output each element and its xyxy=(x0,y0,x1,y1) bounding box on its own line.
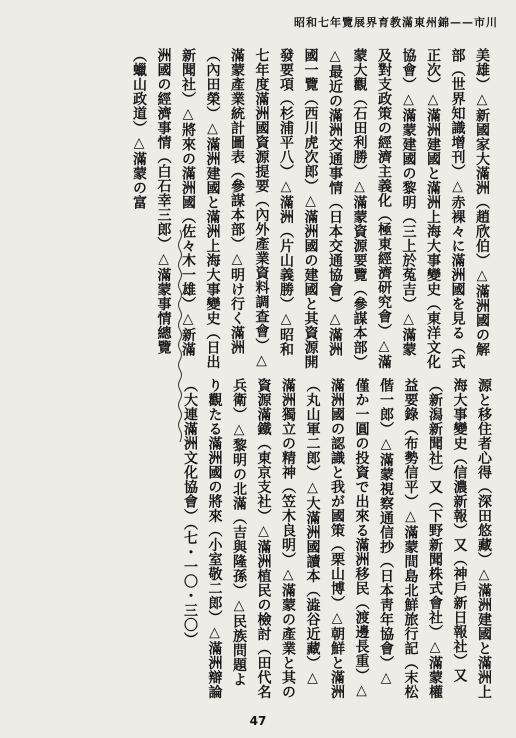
running-header: 川市——錦州東滿教育界展覽年七和昭 xyxy=(294,16,498,29)
bibliography-text-lower: 源と移住者心得（深田悠藏）△滿洲建國と滿洲上海大事變史（信濃新報）又（神戶新日報社）又（新潟新聞社）又（下野新聞株式會社）△滿蒙權益要錄（布勢信平）△滿蒙間島北鮮旅行記（末松偕一郎）△滿蒙視察通信抄（日本靑年協會）△僅か一圓の投資で出來る滿洲移民（渡邊長重）△滿洲國の認識と我が國策（栗山博）△朝鮮と滿洲（丸山軍二郎）△大滿洲國讀本（澁谷近藏）△滿洲獨立の精神（笠木良明）△滿蒙の產業と其の資源滿鐵（東京支社）△滿洲植民の檢討（田代名兵衛）△黎明の北滿（吉與隆孫）△民族問題より觀たる滿洲國の將來（小室敬二郎）△滿洲辯論（大連滿洲文化協會）（七・一〇・三〇） xyxy=(182,378,492,699)
page-number: 47 xyxy=(249,714,267,728)
bibliography-text-upper: 美雄）△新國家大滿洲（趙欣伯）△滿洲國の解部（世界知識增刊）△赤裸々に滿洲國を見る（式正次）△滿洲建國と滿洲上海大事變史（東洋文化協會）△滿蒙建國の黎明（三上於菟吉）△滿蒙及對支政策の經濟主義化（極東經濟研究會）△滿蒙大觀（石田利勝）△滿蒙資源要覽（參謀本部）△最近の滿洲交通事情（日本交通協會）△滿洲國一覽（西川虎次郎）△滿洲國の建國と其資源開發要項（杉浦平八）△滿洲（片山義勝）△昭和七年度滿洲國資源提要（內外產業資料調查會）△滿蒙產業統計圖表（參謀本部）△明け行く滿洲（內田榮）△滿洲建國と滿洲上海大事變史（日出新聞社）△將來の滿洲國（佐々木一雄）△新滿洲國の經濟事情（白石幸三郎）△滿蒙事情總覽（蠟山政道）△滿蒙の富 xyxy=(131,48,490,369)
